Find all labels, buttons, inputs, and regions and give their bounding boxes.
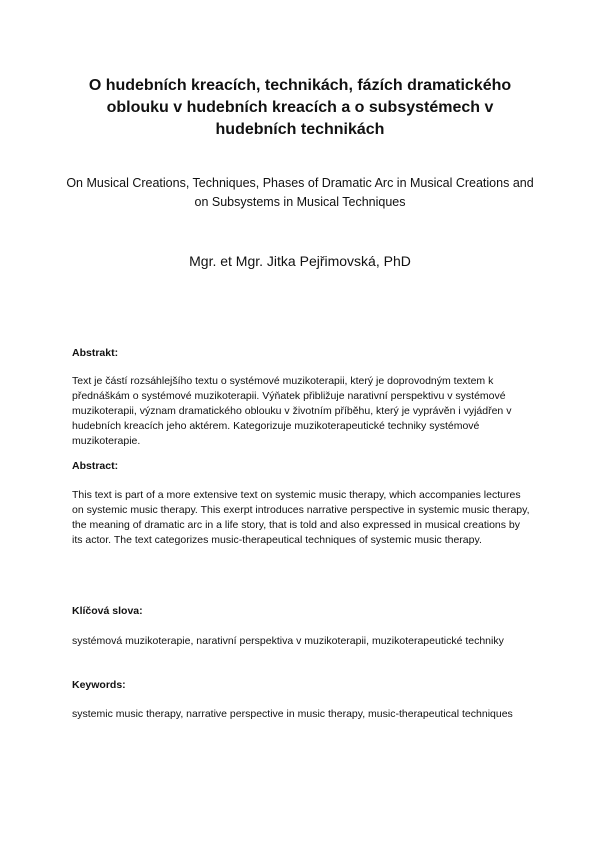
klicova-slova-heading: Klíčová slova: bbox=[72, 605, 143, 617]
title-czech: O hudebních kreacích, technikách, fázích dramatického oblouku v hudebních kreacích a o subsystémech v hudebních technikách bbox=[88, 77, 512, 138]
abstract-heading: Abstract: bbox=[72, 460, 119, 472]
title-english: On Musical Creations, Techniques, Phases of Dramatic Arc in Musical Creations and on Subsystems in Musical Techniques bbox=[66, 176, 534, 209]
abstrakt-text: Text je částí rozsáhlejšího textu o systémové muzikoterapii, který je doprovodným textem k přednáškám o systémové muzikoterapii. Výňatek přibližuje narativní perspektivu v systémové muzikoterapii, význam dramatického oblouku v životním příběhu, který je vyprávěn i vyjádřen v hudebních kreacích jeho aktérem. Kategorizuje muzikoterapeutické techniky systémové muzikoterapie. bbox=[72, 375, 512, 447]
abstract-text: This text is part of a more extensive text on systemic music therapy, which accompanies lectures on systemic music therapy. This exerpt introduces narrative perspective in systemic music therapy, the meaning of dramatic arc in a life story, that is told and also expressed in musical creations by its actor. The text categorizes music-therapeutical techniques of systemic music therapy. bbox=[72, 489, 530, 546]
author-name: Mgr. et Mgr. Jitka Pejřimovská, PhD bbox=[189, 253, 411, 269]
keywords-heading: Keywords: bbox=[72, 679, 126, 691]
klicova-slova-text: systémová muzikoterapie, narativní perspektiva v muzikoterapii, muzikoterapeutické techniky bbox=[72, 635, 504, 647]
abstrakt-heading: Abstrakt: bbox=[72, 347, 119, 359]
keywords-text: systemic music therapy, narrative perspective in music therapy, music-therapeutical techniques bbox=[72, 708, 513, 720]
